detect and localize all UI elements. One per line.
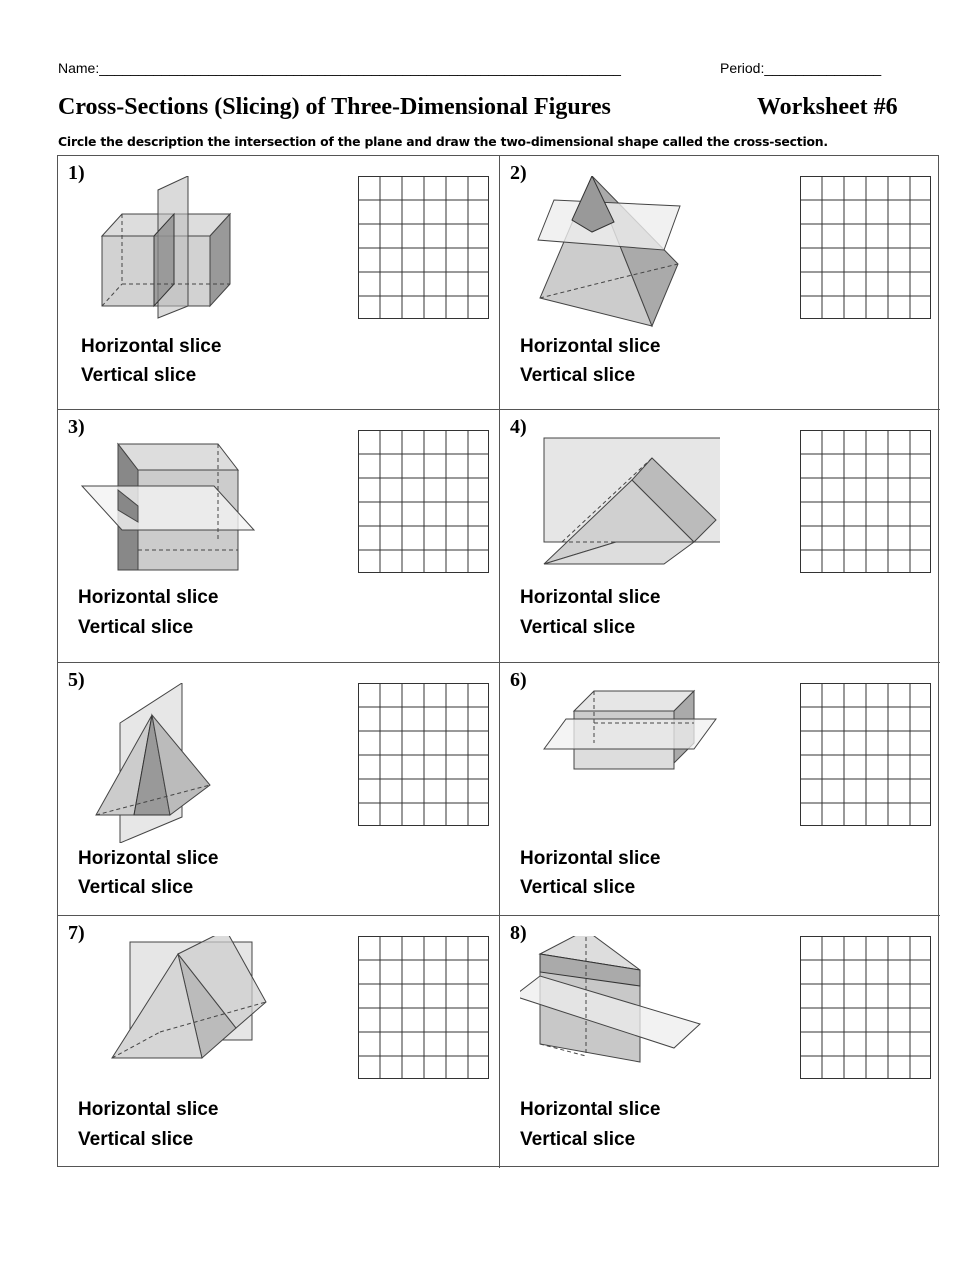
triangular-prism-vertical-plane-figure	[520, 430, 720, 590]
problem-table	[57, 155, 939, 1167]
horizontal-slice-option[interactable]: Horizontal slice	[78, 587, 219, 608]
rectangular-prism-horizontal-plane-figure	[520, 683, 720, 843]
problem-6	[499, 662, 940, 915]
problem-2	[499, 156, 940, 409]
vertical-slice-option[interactable]: Vertical slice	[520, 365, 636, 386]
answer-grid[interactable]	[358, 176, 489, 319]
problem-number: 7)	[68, 922, 85, 944]
worksheet-number: Worksheet #6	[757, 94, 898, 120]
problem-number: 5)	[68, 669, 85, 691]
problem-5	[58, 662, 499, 915]
vertical-slice-option[interactable]: Vertical slice	[78, 1129, 194, 1150]
period-field[interactable]: Period:_______________	[720, 60, 882, 76]
horizontal-slice-option[interactable]: Horizontal slice	[78, 848, 219, 869]
problem-4	[499, 409, 940, 662]
problem-8	[499, 915, 940, 1168]
vertical-slice-option[interactable]: Vertical slice	[520, 877, 636, 898]
problem-number: 4)	[510, 416, 527, 438]
horizontal-slice-option[interactable]: Horizontal slice	[520, 336, 661, 357]
vertical-slice-option[interactable]: Vertical slice	[520, 1129, 636, 1150]
problem-number: 2)	[510, 162, 527, 184]
answer-grid[interactable]	[800, 936, 931, 1079]
name-field[interactable]: Name:___________________________________________________________________	[58, 60, 621, 76]
pyramid-vertical-plane-figure	[78, 683, 278, 843]
problem-number: 1)	[68, 162, 85, 184]
square-pyramid-horizontal-plane-figure	[520, 176, 720, 336]
answer-grid[interactable]	[358, 683, 489, 826]
horizontal-slice-option[interactable]: Horizontal slice	[520, 1099, 661, 1120]
horizontal-slice-option[interactable]: Horizontal slice	[78, 1099, 219, 1120]
answer-grid[interactable]	[800, 430, 931, 573]
instructions: Circle the description the intersection of the plane and draw the two-dimensional shape called the cross-section.	[58, 134, 828, 149]
horizontal-slice-option[interactable]: Horizontal slice	[520, 587, 661, 608]
answer-grid[interactable]	[358, 430, 489, 573]
vertical-slice-option[interactable]: Vertical slice	[520, 617, 636, 638]
problem-1	[58, 156, 499, 409]
vertical-slice-option[interactable]: Vertical slice	[78, 617, 194, 638]
problem-number: 6)	[510, 669, 527, 691]
problem-number: 8)	[510, 922, 527, 944]
horizontal-slice-option[interactable]: Horizontal slice	[520, 848, 661, 869]
cube-horizontal-plane-figure	[78, 430, 278, 590]
vertical-slice-option[interactable]: Vertical slice	[78, 877, 194, 898]
problem-7	[58, 915, 499, 1168]
problem-number: 3)	[68, 416, 85, 438]
triangular-prism-vertical-plane-2-figure	[78, 936, 278, 1096]
worksheet-title: Cross-Sections (Slicing) of Three-Dimensional Figures	[58, 94, 611, 120]
horizontal-slice-option[interactable]: Horizontal slice	[81, 336, 222, 357]
answer-grid[interactable]	[358, 936, 489, 1079]
answer-grid[interactable]	[800, 176, 931, 319]
answer-grid[interactable]	[800, 683, 931, 826]
vertical-slice-option[interactable]: Vertical slice	[81, 365, 197, 386]
problem-3	[58, 409, 499, 662]
rectangular-prism-vertical-plane-figure	[78, 176, 278, 336]
triangular-prism-horizontal-plane-figure	[520, 936, 720, 1096]
